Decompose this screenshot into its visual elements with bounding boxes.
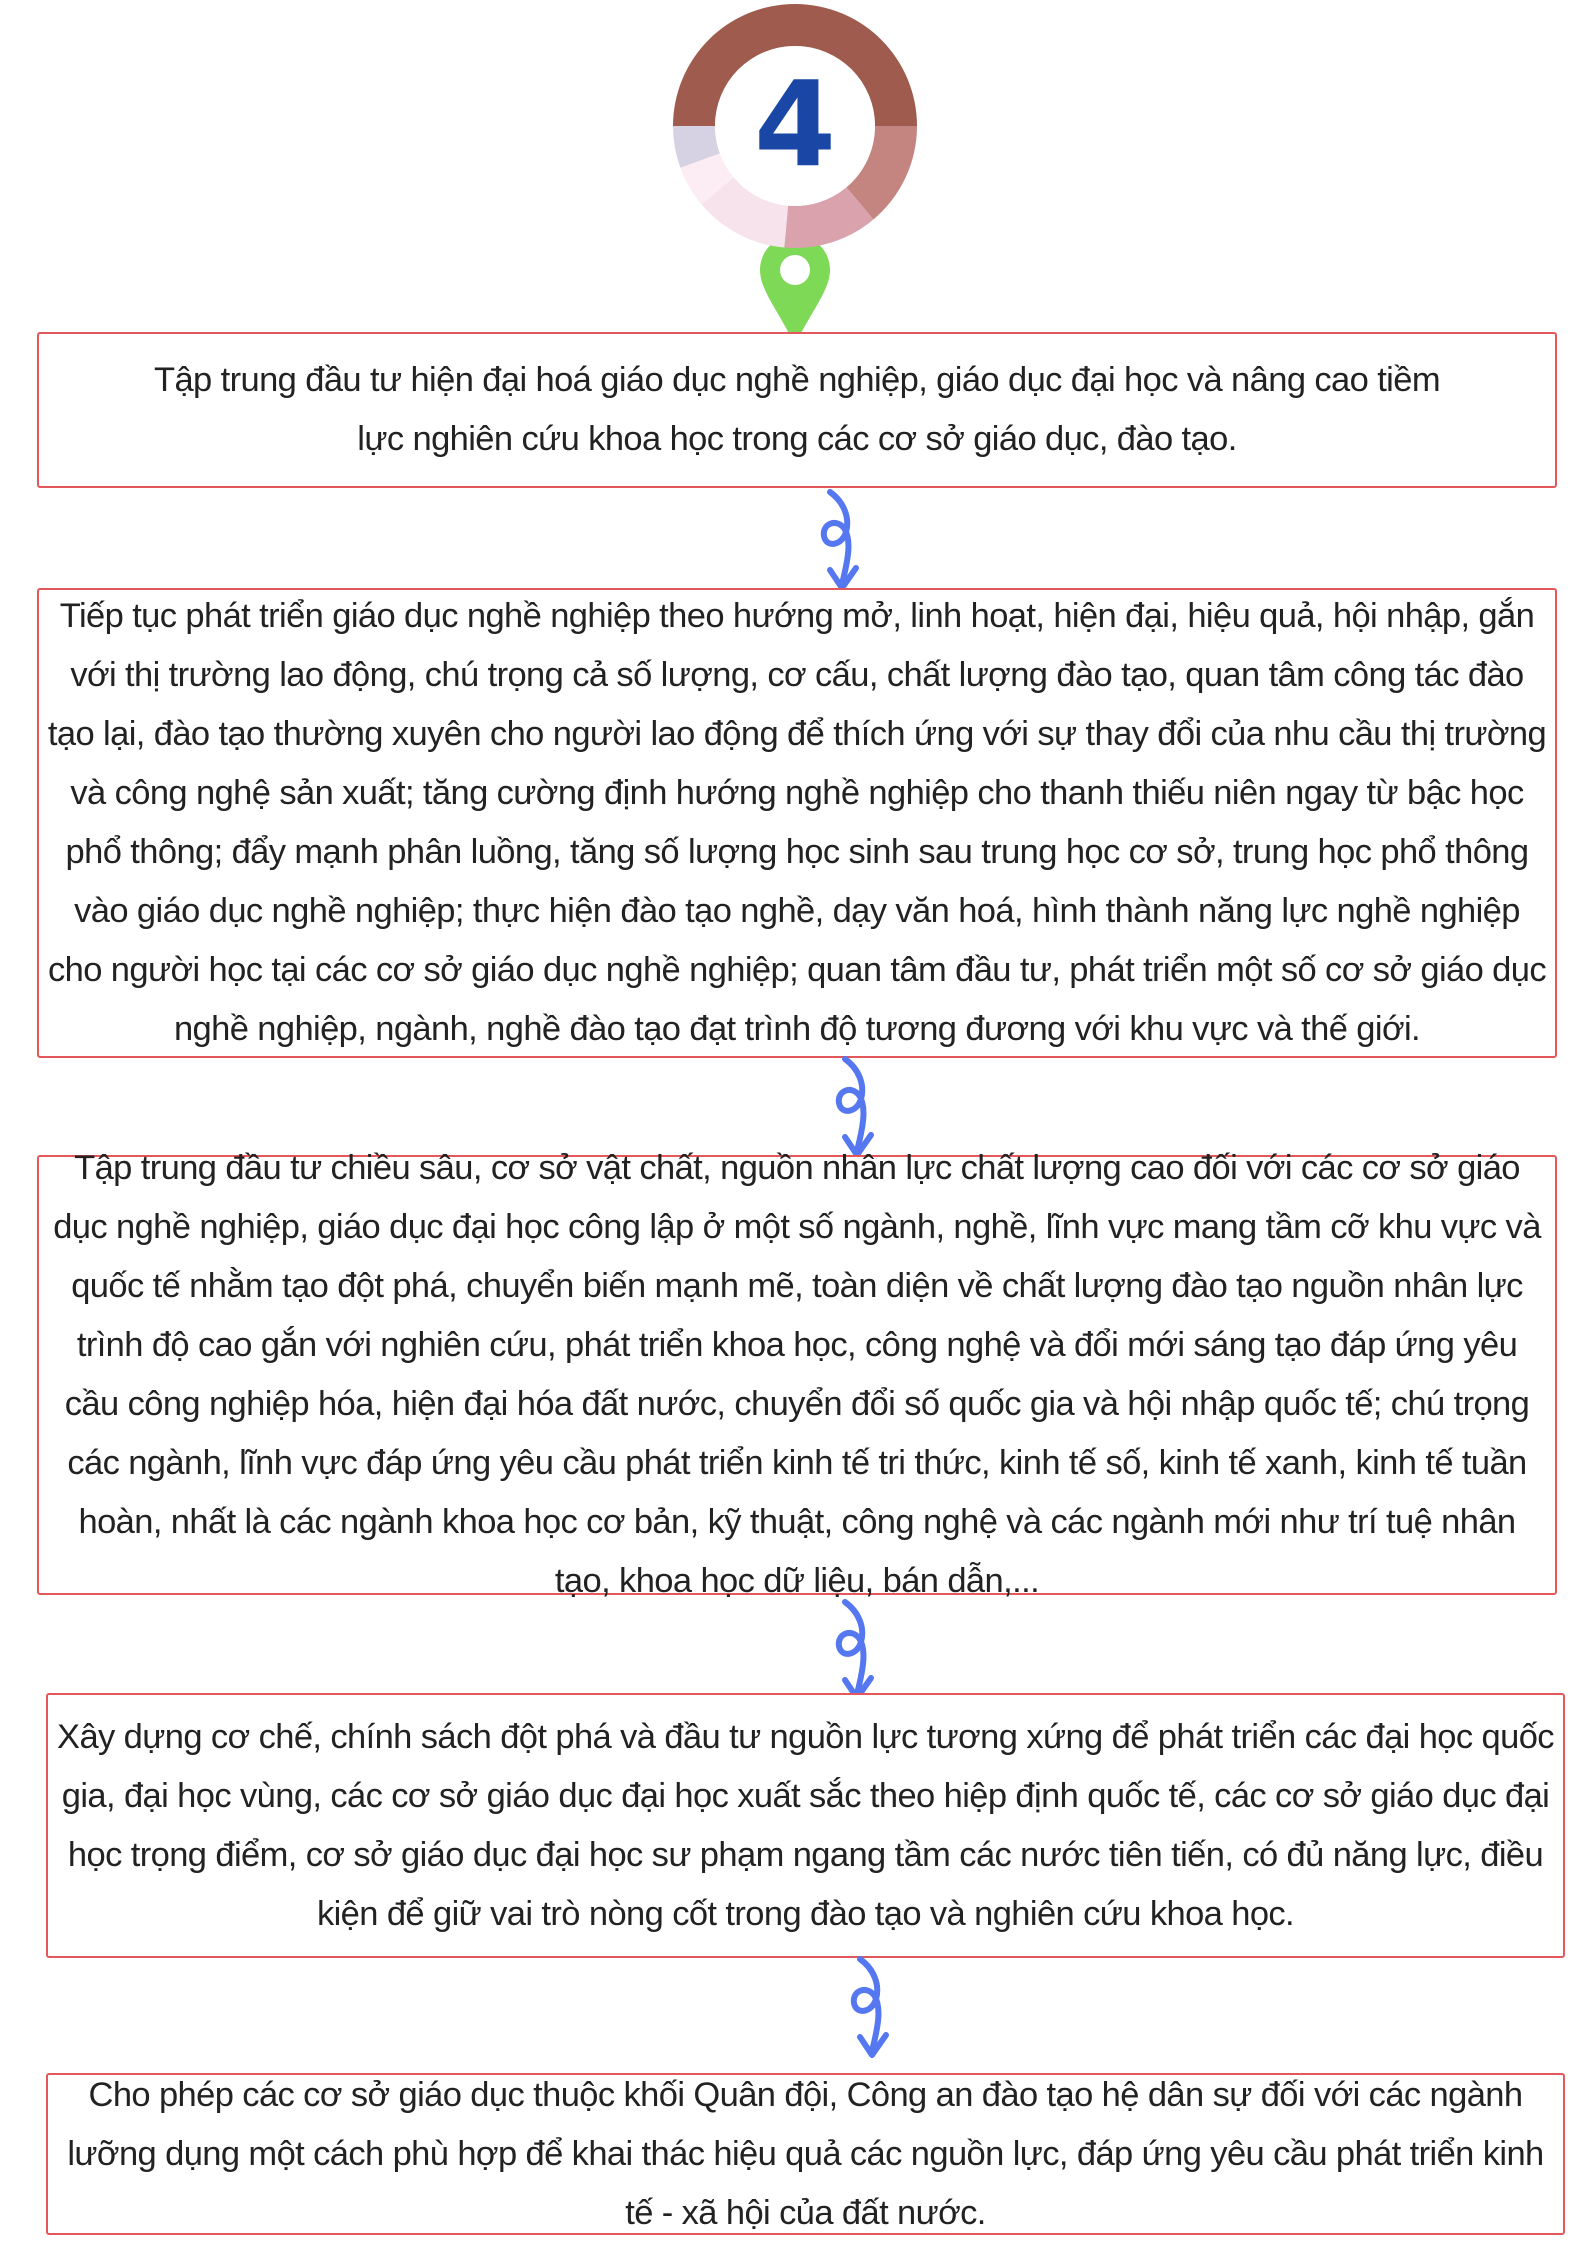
down-arrow-icon — [810, 488, 870, 598]
step-item-text: Tiếp tục phát triển giáo dục nghề nghiệp theo hướng mở, linh hoạt, hiện đại, hiệu quả, hội nhập, gắn với thị trường lao động, chú trọng cả số lượng, cơ cấu, chất lượng đào tạo, quan tâm công tác đào tạo lại, đào tạo thường xuyên cho người lao động để thích ứng với sự thay đổi của nhu cầu thị trường và công nghệ sản xuất; tăng cường định hướng nghề nghiệp cho thanh thiếu niên ngay từ bậc học phổ thông; đẩy mạnh phân luồng, tăng số lượng học sinh sau trung học cơ sở, trung học phổ thông vào giáo dục nghề nghiệp; thực hiện đào tạo nghề, dạy văn hoá, hình thành năng lực nghề nghiệp cho người học tại các cơ sở giáo dục nghề nghiệp; quan tâm đầu tư, phát triển một số cơ sở giáo dục nghề nghiệp, ngành, nghề đào tạo đạt trình độ tương đương với khu vực và thế giới. — [47, 597, 1547, 1048]
step-item-3 — [37, 1149, 1557, 1600]
location-pin-icon — [760, 235, 830, 345]
step-badge-graphic — [660, 0, 930, 345]
step-item-4 — [46, 1693, 1565, 1958]
down-arrow-icon — [825, 1598, 885, 1708]
step-item-text: Xây dựng cơ chế, chính sách đột phá và đầu tư nguồn lực tương xứng để phát triển các đại học quốc gia, đại học vùng, các cơ sở giáo dục đại học xuất sắc theo hiệp định quốc tế, các cơ sở giáo dục đại học trọng điểm, cơ sở giáo dục đại học sư phạm ngang tầm các nước tiên tiến, có đủ năng lực, điều kiện để giữ vai trò nòng cốt trong đào tạo và nghiên cứu khoa học. — [57, 1717, 1554, 1933]
step-badge — [660, 0, 930, 345]
step-item-1 — [37, 332, 1557, 488]
step-number: 4 — [753, 55, 837, 193]
step-item-text: Tập trung đầu tư chiều sâu, cơ sở vật chất, nguồn nhân lực chất lượng cao đối với các cơ sở giáo dục nghề nghiệp, giáo dục đại học công lập ở một số ngành, nghề, lĩnh vực mang tầm cỡ khu vực và quốc tế nhằm tạo đột phá, chuyển biến mạnh mẽ, toàn diện về chất lượng đào tạo nguồn nhân lực trình độ cao gắn với nghiên cứu, phát triển khoa học, công nghệ và đổi mới sáng tạo đáp ứng yêu cầu công nghiệp hóa, hiện đại hóa đất nước, chuyển đổi số quốc gia và hội nhập quốc tế; chú trọng các ngành, lĩnh vực đáp ứng yêu cầu phát triển kinh tế tri thức, kinh tế số, kinh tế xanh, kinh tế tuần hoàn, nhất là các ngành khoa học cơ bản, kỹ thuật, công nghệ và các ngành mới như trí tuệ nhân tạo, khoa học dữ liệu, bán dẫn,... — [53, 1149, 1541, 1600]
down-arrow-icon — [840, 1955, 900, 2065]
step-item-5 — [46, 2073, 1565, 2235]
step-item-2 — [37, 588, 1557, 1058]
step-item-text: Cho phép các cơ sở giáo dục thuộc khối Quân đội, Công an đào tạo hệ dân sự đối với các ngành lưỡng dụng một cách phù hợp để khai thác hiệu quả các nguồn lực, đáp ứng yêu cầu phát triển kinh tế - xã hội của đất nước. — [67, 2075, 1544, 2232]
step-item-text: Tập trung đầu tư hiện đại hoá giáo dục nghề nghiệp, giáo dục đại học và nâng cao tiềm lực nghiên cứu khoa học trong các cơ sở giáo dục, đào tạo. — [154, 361, 1440, 458]
